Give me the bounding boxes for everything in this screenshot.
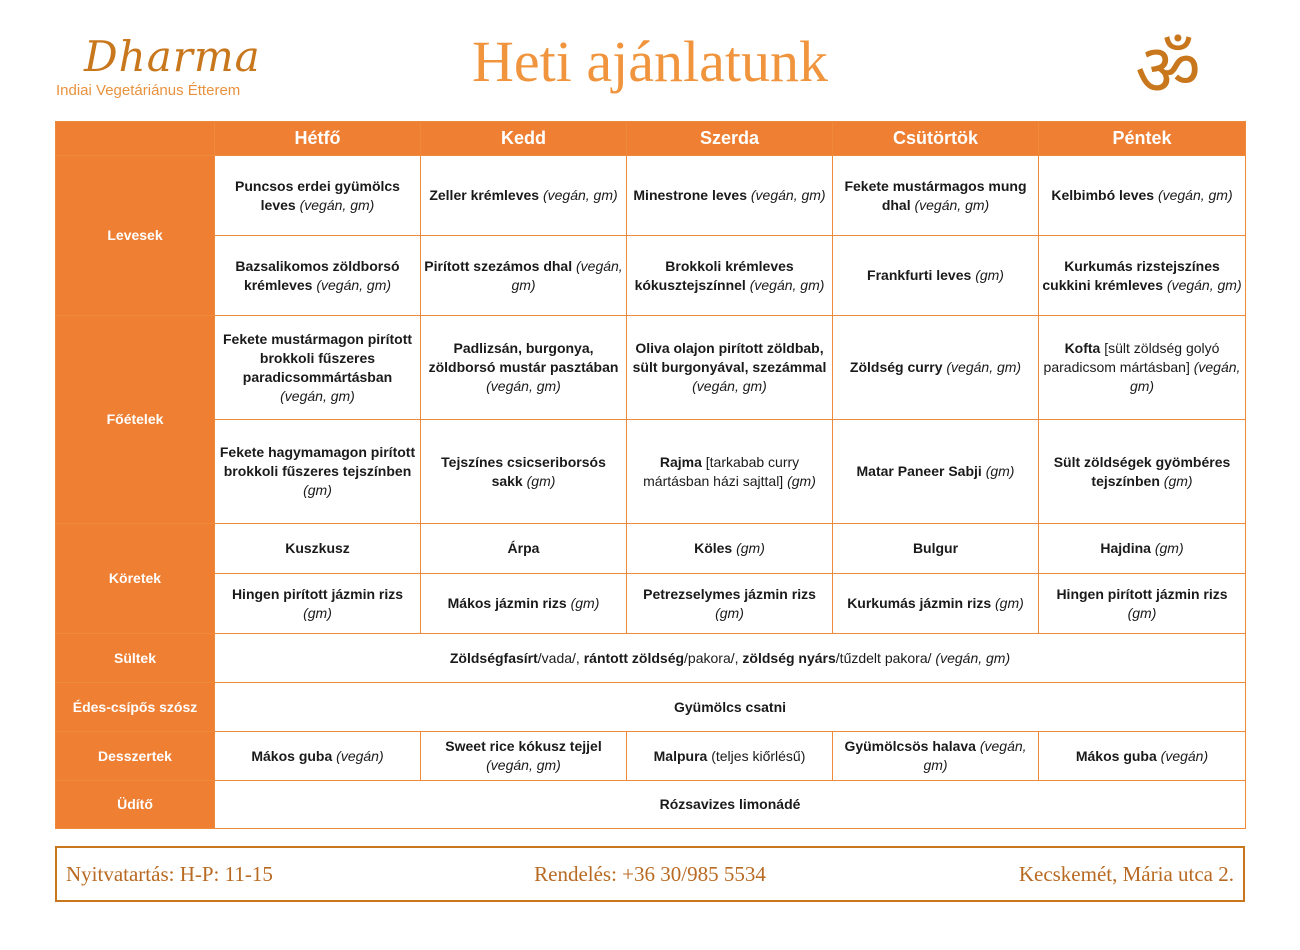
category-koretek: Köretek [56, 524, 215, 634]
menu-cell [833, 156, 1039, 236]
sultek-note: /vada/, [537, 649, 580, 666]
dish-name: Hajdina [1100, 540, 1151, 556]
menu-cell [833, 236, 1039, 316]
menu-cell [215, 316, 421, 420]
menu-cell [421, 316, 627, 420]
diet-tag: (vegán, gm) [299, 196, 375, 213]
sultek-row [56, 634, 1246, 683]
menu-cell [627, 574, 833, 634]
dish-name: Gyümölcsös halava [844, 738, 976, 754]
sultek-cell [215, 634, 1246, 683]
footer-box [55, 846, 1245, 902]
diet-tag: (gm) [715, 604, 744, 621]
dish-name: Zöldség curry [849, 359, 943, 375]
diet-tag: (gm) [303, 604, 332, 621]
dish-name: Sült zöldségek gyömbéres tejszínben [1053, 453, 1231, 489]
szosz-item: Gyümölcs csatni [673, 698, 787, 715]
weekly-menu-table [55, 121, 1246, 829]
diet-tag: (vegán, gm) [316, 276, 392, 293]
dish-name: Malpura [653, 747, 708, 764]
dish-name: Frankfurti leves [867, 267, 972, 283]
dish-name: Kofta [1064, 340, 1101, 356]
menu-cell [421, 420, 627, 524]
opening-hours: Nyitvatartás: H-P: 11-15 [66, 862, 273, 886]
diet-tag: (vegán, gm) [935, 649, 1011, 666]
category-levesek: Levesek [56, 156, 215, 316]
levesek-row-2 [56, 236, 1246, 316]
menu-cell [215, 156, 421, 236]
om-symbol-icon: ॐ [1135, 28, 1201, 112]
dish-name: Kurkumás rizstejszínes cukkini krémleves [1042, 257, 1220, 293]
dish-name: Matar Paneer Sabji [856, 463, 982, 479]
koretek-row-2 [56, 574, 1246, 634]
diet-tag: (gm) [570, 595, 600, 611]
diet-tag: (vegán, gm) [923, 738, 1027, 773]
menu-cell [833, 316, 1039, 420]
dish-name: Mákos guba [1075, 747, 1157, 764]
diet-tag: (gm) [1163, 472, 1193, 489]
menu-cell [833, 574, 1039, 634]
address: Kecskemét, Mária utca 2. [1018, 862, 1234, 886]
menu-cell [1039, 574, 1246, 634]
diet-tag: (vegán, gm) [749, 276, 825, 293]
menu-cell [627, 524, 833, 574]
sultek-item: Zöldségfasírt [449, 649, 538, 666]
menu-cell [1039, 236, 1246, 316]
diet-tag: (vegán, gm) [750, 187, 826, 203]
szosz-row [56, 683, 1246, 732]
menu-cell [421, 524, 627, 574]
diet-tag: (gm) [995, 595, 1024, 611]
diet-tag: (vegán, gm) [542, 187, 618, 203]
desszertek-row [56, 732, 1246, 781]
foetelek-row-2 [56, 420, 1246, 524]
menu-cell [627, 420, 833, 524]
diet-tag: (vegán, gm) [1157, 187, 1233, 203]
diet-tag: (gm) [975, 267, 1004, 283]
logo-subtitle: Indiai Vegetáriánus Étterem [56, 82, 241, 99]
sultek-item: rántott zöldség [583, 649, 685, 666]
udito-row [56, 781, 1246, 829]
sultek-note: /tűzdelt pakora/ [835, 649, 932, 666]
diet-tag: (vegán, gm) [1166, 276, 1242, 293]
koretek-row-1 [56, 524, 1246, 574]
diet-tag: (gm) [303, 482, 332, 498]
dish-name: Kuszkusz [285, 540, 350, 556]
day-header: Kedd [421, 122, 627, 156]
dish-name: Sweet rice kókusz tejjel [445, 738, 602, 754]
sultek-note: /pakora/, [684, 649, 739, 666]
dish-name: Padlizsán, burgonya, zöldborsó mustár pasztában [428, 340, 619, 375]
dish-name: Mákos guba [251, 747, 333, 764]
dish-name: Petrezselymes jázmin rizs [643, 585, 816, 602]
udito-cell [215, 781, 1246, 829]
diet-tag: (gm) [526, 472, 556, 489]
category-udito: Üdítő [56, 781, 215, 829]
diet-tag: (vegán, gm) [914, 196, 990, 213]
diet-tag: (gm) [1154, 540, 1184, 556]
diet-tag: (vegán, gm) [692, 378, 767, 394]
page-title: Heti ajánlatunk [472, 29, 828, 94]
sultek-item: zöldség nyárs [742, 649, 836, 666]
diet-tag: (vegán, gm) [1129, 359, 1241, 394]
foetelek-row-1 [56, 316, 1246, 420]
corner-cell [56, 122, 215, 156]
diet-tag: (gm) [736, 540, 765, 556]
dish-name: Hingen pirított jázmin rizs [1056, 585, 1228, 602]
day-header-row [56, 122, 1246, 156]
day-header: Szerda [627, 122, 833, 156]
menu-cell [215, 236, 421, 316]
menu-cell [421, 574, 627, 634]
diet-tag: (gm) [787, 472, 816, 489]
udito-item: Rózsavizes limonádé [659, 796, 801, 812]
dish-name: Kelbimbó leves [1051, 187, 1155, 203]
category-sultek: Sültek [56, 634, 215, 683]
menu-cell [1039, 316, 1246, 420]
dish-desc: [tarkabab curry mártásban házi sajttal] [643, 453, 800, 489]
diet-tag: (gm) [985, 463, 1015, 479]
dish-name: Mákos jázmin rizs [447, 595, 567, 611]
menu-cell [833, 524, 1039, 574]
menu-cell [215, 732, 421, 781]
diet-tag: (vegán) [1160, 747, 1209, 764]
dish-desc: [sült zöldség golyó paradicsom mártásban] [1043, 340, 1220, 375]
dish-desc: (teljes kiőrlésű) [711, 747, 806, 764]
dish-name: Fekete hagymamagon pirított brokkoli fűszeres tejszínben [219, 444, 416, 479]
menu-cell [627, 236, 833, 316]
category-desszertek: Desszertek [56, 732, 215, 781]
menu-cell [1039, 732, 1246, 781]
diet-tag: (vegán, gm) [486, 378, 561, 394]
dish-name: Bazsalikomos zöldborsó krémleves [235, 257, 400, 293]
diet-tag: (vegán, gm) [486, 757, 561, 773]
diet-tag: (vegán) [336, 747, 384, 764]
menu-cell [421, 236, 627, 316]
dish-name: Fekete mustármagon pirított brokkoli fűszeres paradicsommártásban [222, 330, 413, 385]
menu-cell [1039, 156, 1246, 236]
menu-cell [627, 732, 833, 781]
dish-name: Oliva olajon pirított zöldbab, sült burgonyával, szezámmal [632, 340, 827, 375]
menu-cell [627, 316, 833, 420]
dish-name: Kurkumás jázmin rizs [847, 595, 992, 611]
day-header: Péntek [1039, 122, 1246, 156]
menu-cell [421, 156, 627, 236]
dish-name: Brokkoli krémleves kókusztejszínnel [634, 257, 794, 293]
menu-cell [833, 420, 1039, 524]
dish-name: Árpa [507, 540, 540, 556]
menu-cell [833, 732, 1039, 781]
diet-tag: (vegán, gm) [946, 359, 1022, 375]
dish-name: Tejszínes csicseriborsós sakk [441, 453, 606, 489]
menu-cell [627, 156, 833, 236]
dish-name: Fekete mustármagos mung dhal [844, 177, 1027, 213]
diet-tag: (vegán, gm) [280, 387, 355, 404]
menu-cell [421, 732, 627, 781]
levesek-row-1 [56, 156, 1246, 236]
szosz-cell [215, 683, 1246, 732]
logo-wordmark: Dharma [84, 32, 261, 81]
menu-cell [215, 574, 421, 634]
dish-name: Puncsos erdei gyümölcs leves [235, 177, 400, 213]
day-header: Hétfő [215, 122, 421, 156]
dish-name: Köles [694, 540, 733, 556]
menu-cell [1039, 420, 1246, 524]
category-foetelek: Főételek [56, 316, 215, 524]
category-szosz: Édes-csípős szósz [56, 683, 215, 732]
menu-cell [215, 524, 421, 574]
dish-name: Zeller krémleves [429, 187, 540, 203]
dish-name: Hingen pirított jázmin rizs [231, 585, 404, 602]
menu-cell [215, 420, 421, 524]
menu-cell [1039, 524, 1246, 574]
diet-tag: (vegán, gm) [511, 257, 623, 293]
order-phone: Rendelés: +36 30/985 5534 [534, 862, 766, 886]
dish-name: Bulgur [912, 540, 959, 556]
day-header: Csütörtök [833, 122, 1039, 156]
diet-tag: (gm) [1127, 604, 1157, 621]
dish-name: Rajma [659, 453, 702, 470]
dish-name: Minestrone leves [633, 187, 747, 203]
dish-name: Pirított szezámos dhal [424, 257, 573, 274]
